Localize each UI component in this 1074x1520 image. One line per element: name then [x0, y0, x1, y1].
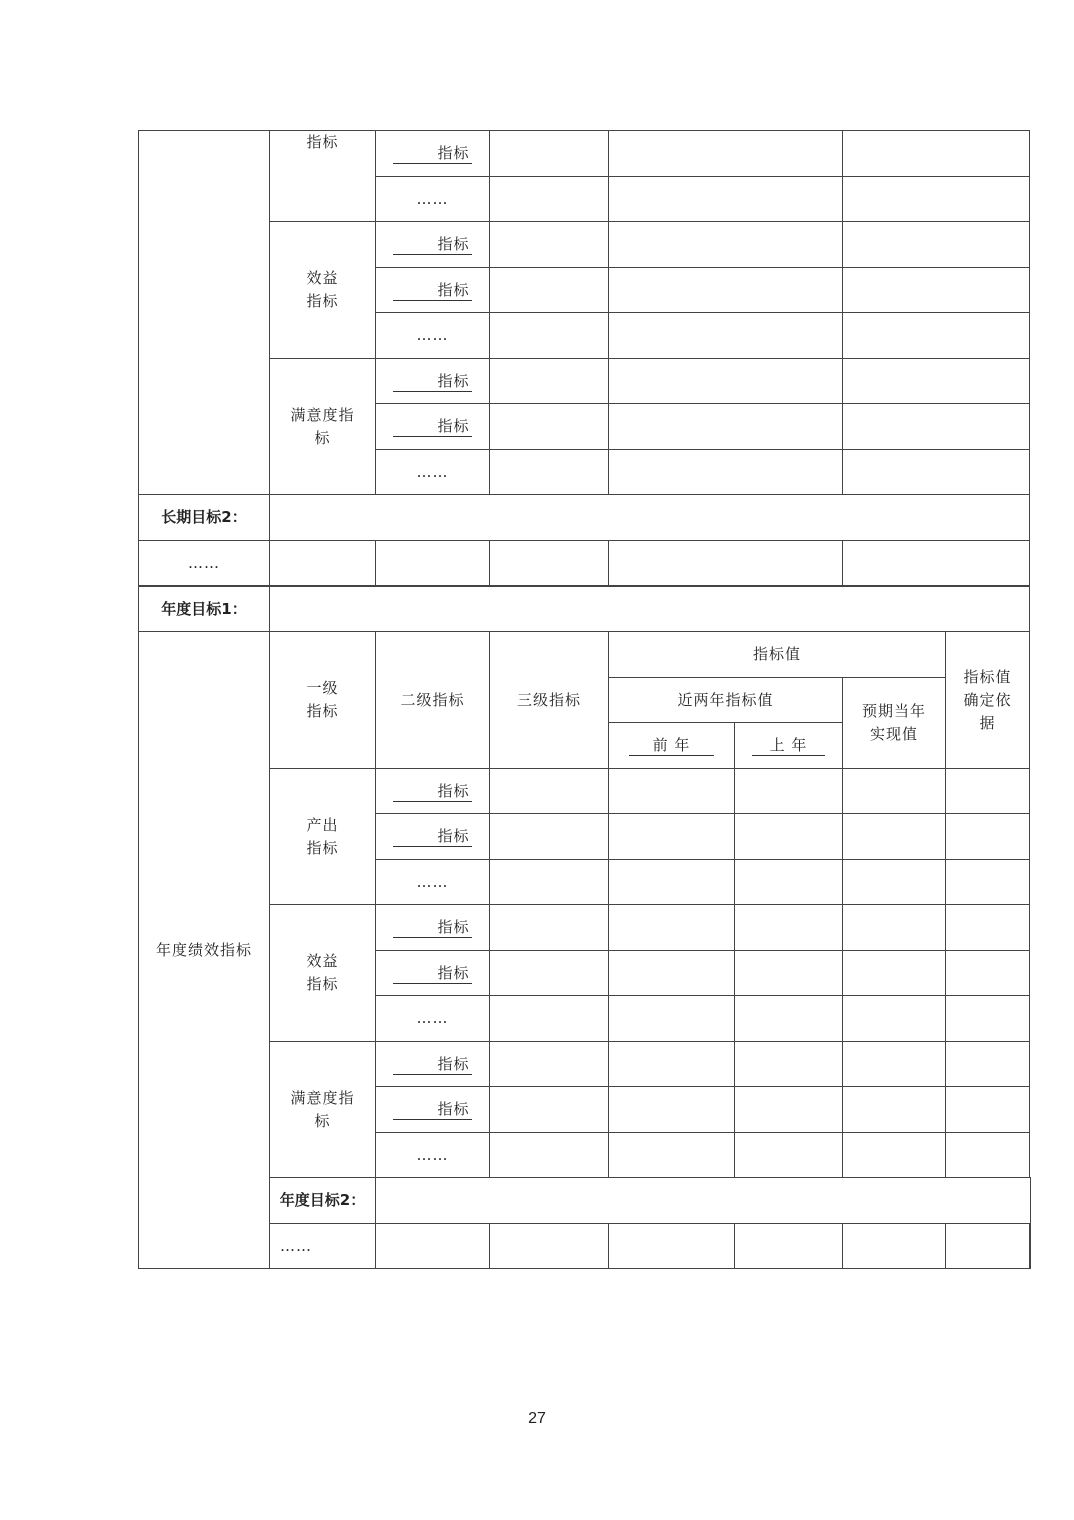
last-year-header: 上 年	[735, 723, 843, 769]
ellipsis-cell: ……	[376, 450, 490, 495]
ellipsis-cell: ……	[376, 313, 490, 359]
recent-two-years-header: 近两年指标值	[609, 678, 843, 723]
indicator-cell: 指标	[376, 951, 490, 996]
indicator-cell: 指标	[376, 404, 490, 450]
satisfaction-indicator-cell: 满意度指 标	[270, 1042, 376, 1178]
benefit-indicator-cell: 效益 指标	[270, 905, 376, 1042]
indicator-cell: 指标	[376, 769, 490, 814]
benefit-indicator-cell: 效益 指标	[270, 222, 376, 359]
annual-performance-indicator-label: 年度绩效指标	[139, 632, 270, 1269]
indicator-cell: 指标	[376, 359, 490, 404]
indicator-value-header: 指标值	[609, 632, 946, 678]
blank-category-cell	[139, 131, 270, 495]
indicator-cell: 指标	[376, 1042, 490, 1087]
indicator-cell: 指标	[376, 905, 490, 951]
level2-header: 二级指标	[376, 632, 490, 769]
indicator-cell: 指标	[376, 268, 490, 313]
indicator-cell: 指标	[376, 1087, 490, 1133]
expected-value-header: 预期当年 实现值	[843, 678, 946, 769]
satisfaction-indicator-cell: 满意度指 标	[270, 359, 376, 495]
ellipsis-cell: ……	[376, 1133, 490, 1178]
annual-goal-1-label: 年度目标1：	[139, 587, 270, 632]
long-term-goal-2-label: 长期目标2：	[139, 495, 270, 541]
indicator-cell: 指标	[376, 222, 490, 268]
annual-goal-table	[138, 586, 1031, 1269]
annual-goal-2-label: 年度目标2：	[270, 1178, 376, 1224]
basis-header: 指标值 确定依 据	[946, 632, 1030, 769]
output-indicator-cell: 产出 指标	[270, 769, 376, 905]
level1-header: 一级 指标	[270, 632, 376, 769]
ellipsis-cell: ……	[376, 177, 490, 222]
level3-header: 三级指标	[490, 632, 609, 769]
ellipsis-cell: ……	[376, 996, 490, 1042]
ellipsis-cell: ……	[376, 860, 490, 905]
prev-year-header: 前 年	[609, 723, 735, 769]
page-number: 27	[528, 1410, 546, 1427]
long-term-goal-table	[138, 130, 1030, 586]
output-indicator-cell: 指标	[270, 131, 376, 222]
ellipsis-row-label: ……	[270, 1224, 376, 1269]
ellipsis-row-label: ……	[139, 541, 270, 586]
indicator-cell: 指标	[376, 131, 490, 177]
indicator-cell: 指标	[376, 814, 490, 860]
